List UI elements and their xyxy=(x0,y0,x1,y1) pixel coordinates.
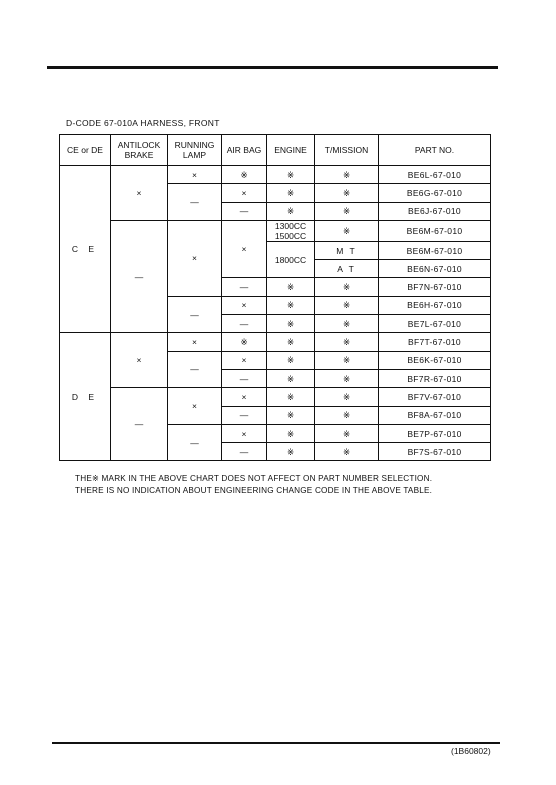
part-number: BF7V-67-010 xyxy=(379,388,491,406)
mission-cell: ※ xyxy=(315,351,379,369)
part-number: BE6L-67-010 xyxy=(379,166,491,184)
part-number-table xyxy=(59,134,491,461)
engine-cell-1800: 1800CC xyxy=(267,241,315,278)
engine-cell: ※ xyxy=(267,351,315,369)
mission-cell: ※ xyxy=(315,424,379,442)
region-de: D E xyxy=(60,333,111,461)
mission-cell: ※ xyxy=(315,202,379,220)
engine-cell: ※ xyxy=(267,315,315,333)
airbag-cell: × xyxy=(222,388,267,406)
header-engine: ENGINE xyxy=(267,135,315,166)
engine-cell-small xyxy=(267,220,315,241)
airbag-cell: — xyxy=(222,278,267,296)
mission-cell: ※ xyxy=(315,443,379,461)
part-number: BE6N-67-010 xyxy=(379,260,491,278)
mission-cell: ※ xyxy=(315,333,379,351)
lamp-cell: × xyxy=(168,166,222,184)
part-number: BF7N-67-010 xyxy=(379,278,491,296)
airbag-cell: — xyxy=(222,315,267,333)
table-row xyxy=(60,166,491,184)
part-number: BE7L-67-010 xyxy=(379,315,491,333)
header-antilock-brake xyxy=(111,135,168,166)
mission-cell: ※ xyxy=(315,296,379,314)
part-number: BE7P-67-010 xyxy=(379,424,491,442)
table-row xyxy=(60,388,491,406)
abs-cell: — xyxy=(111,220,168,332)
mission-cell-mt: M T xyxy=(315,241,379,259)
airbag-cell: — xyxy=(222,202,267,220)
airbag-cell: — xyxy=(222,369,267,387)
airbag-cell: ※ xyxy=(222,333,267,351)
mission-cell: ※ xyxy=(315,369,379,387)
engine-cell: ※ xyxy=(267,369,315,387)
bottom-rule xyxy=(52,742,500,744)
engine-cell: ※ xyxy=(267,443,315,461)
part-number: BE6M-67-010 xyxy=(379,220,491,241)
mission-cell: ※ xyxy=(315,388,379,406)
part-number: BE6K-67-010 xyxy=(379,351,491,369)
abs-cell: × xyxy=(111,333,168,388)
airbag-cell: — xyxy=(222,406,267,424)
header-lamp-line2: LAMP xyxy=(182,150,207,160)
part-number: BE6J-67-010 xyxy=(379,202,491,220)
header-region: CE or DE xyxy=(60,135,111,166)
part-number: BE6G-67-010 xyxy=(379,184,491,202)
lamp-cell: — xyxy=(168,184,222,221)
engine-cell: ※ xyxy=(267,296,315,314)
part-number: BF7S-67-010 xyxy=(379,443,491,461)
engine-cell: ※ xyxy=(267,202,315,220)
airbag-cell: × xyxy=(222,424,267,442)
airbag-cell: — xyxy=(222,443,267,461)
top-rule xyxy=(47,66,498,69)
abs-cell: — xyxy=(111,388,168,461)
part-number: BF7T-67-010 xyxy=(379,333,491,351)
header-abs-line2: BRAKE xyxy=(124,150,154,160)
airbag-cell: × xyxy=(222,184,267,202)
header-mission: T/MISSION xyxy=(315,135,379,166)
note-line-1: THE※ MARK IN THE ABOVE CHART DOES NOT AFFECT ON PART NUMBER SELECTION. xyxy=(75,474,433,483)
engine-cell: ※ xyxy=(267,333,315,351)
table-header-row xyxy=(60,135,491,166)
region-ce: C E xyxy=(60,166,111,333)
lamp-cell: × xyxy=(168,388,222,425)
engine-cell: ※ xyxy=(267,388,315,406)
lamp-cell: × xyxy=(168,220,222,296)
airbag-cell: × xyxy=(222,220,267,278)
airbag-cell: × xyxy=(222,296,267,314)
mission-cell: ※ xyxy=(315,166,379,184)
table-row xyxy=(60,333,491,351)
header-lamp-line1: RUNNING xyxy=(174,140,215,150)
abs-cell: × xyxy=(111,166,168,221)
engine-1500: 1500CC xyxy=(274,230,307,241)
header-abs-line1: ANTILOCK xyxy=(117,140,161,150)
note-line-2: THERE IS NO INDICATION ABOUT ENGINEERING CHANGE CODE IN THE ABOVE TABLE. xyxy=(75,486,433,495)
document-code: (1B60802) xyxy=(451,746,491,756)
engine-cell: ※ xyxy=(267,424,315,442)
lamp-cell: — xyxy=(168,296,222,333)
lamp-cell: — xyxy=(168,424,222,461)
mission-cell: ※ xyxy=(315,220,379,241)
mission-cell: ※ xyxy=(315,406,379,424)
table-title: D-CODE 67-010A HARNESS, FRONT xyxy=(66,118,220,128)
part-number: BF7R-67-010 xyxy=(379,369,491,387)
lamp-cell: — xyxy=(168,351,222,388)
header-running-lamp xyxy=(168,135,222,166)
airbag-cell: ※ xyxy=(222,166,267,184)
lamp-cell: × xyxy=(168,333,222,351)
part-number: BF8A-67-010 xyxy=(379,406,491,424)
engine-cell: ※ xyxy=(267,166,315,184)
part-number: BE6M-67-010 xyxy=(379,241,491,259)
airbag-cell: × xyxy=(222,351,267,369)
engine-cell: ※ xyxy=(267,406,315,424)
header-part-no: PART NO. xyxy=(379,135,491,166)
mission-cell: ※ xyxy=(315,184,379,202)
engine-cell: ※ xyxy=(267,278,315,296)
table-row xyxy=(60,220,491,241)
engine-cell: ※ xyxy=(267,184,315,202)
part-number: BE6H-67-010 xyxy=(379,296,491,314)
mission-cell-at: A T xyxy=(315,260,379,278)
engine-1300: 1300CC xyxy=(274,220,307,231)
header-airbag: AIR BAG xyxy=(222,135,267,166)
mission-cell: ※ xyxy=(315,278,379,296)
mission-cell: ※ xyxy=(315,315,379,333)
